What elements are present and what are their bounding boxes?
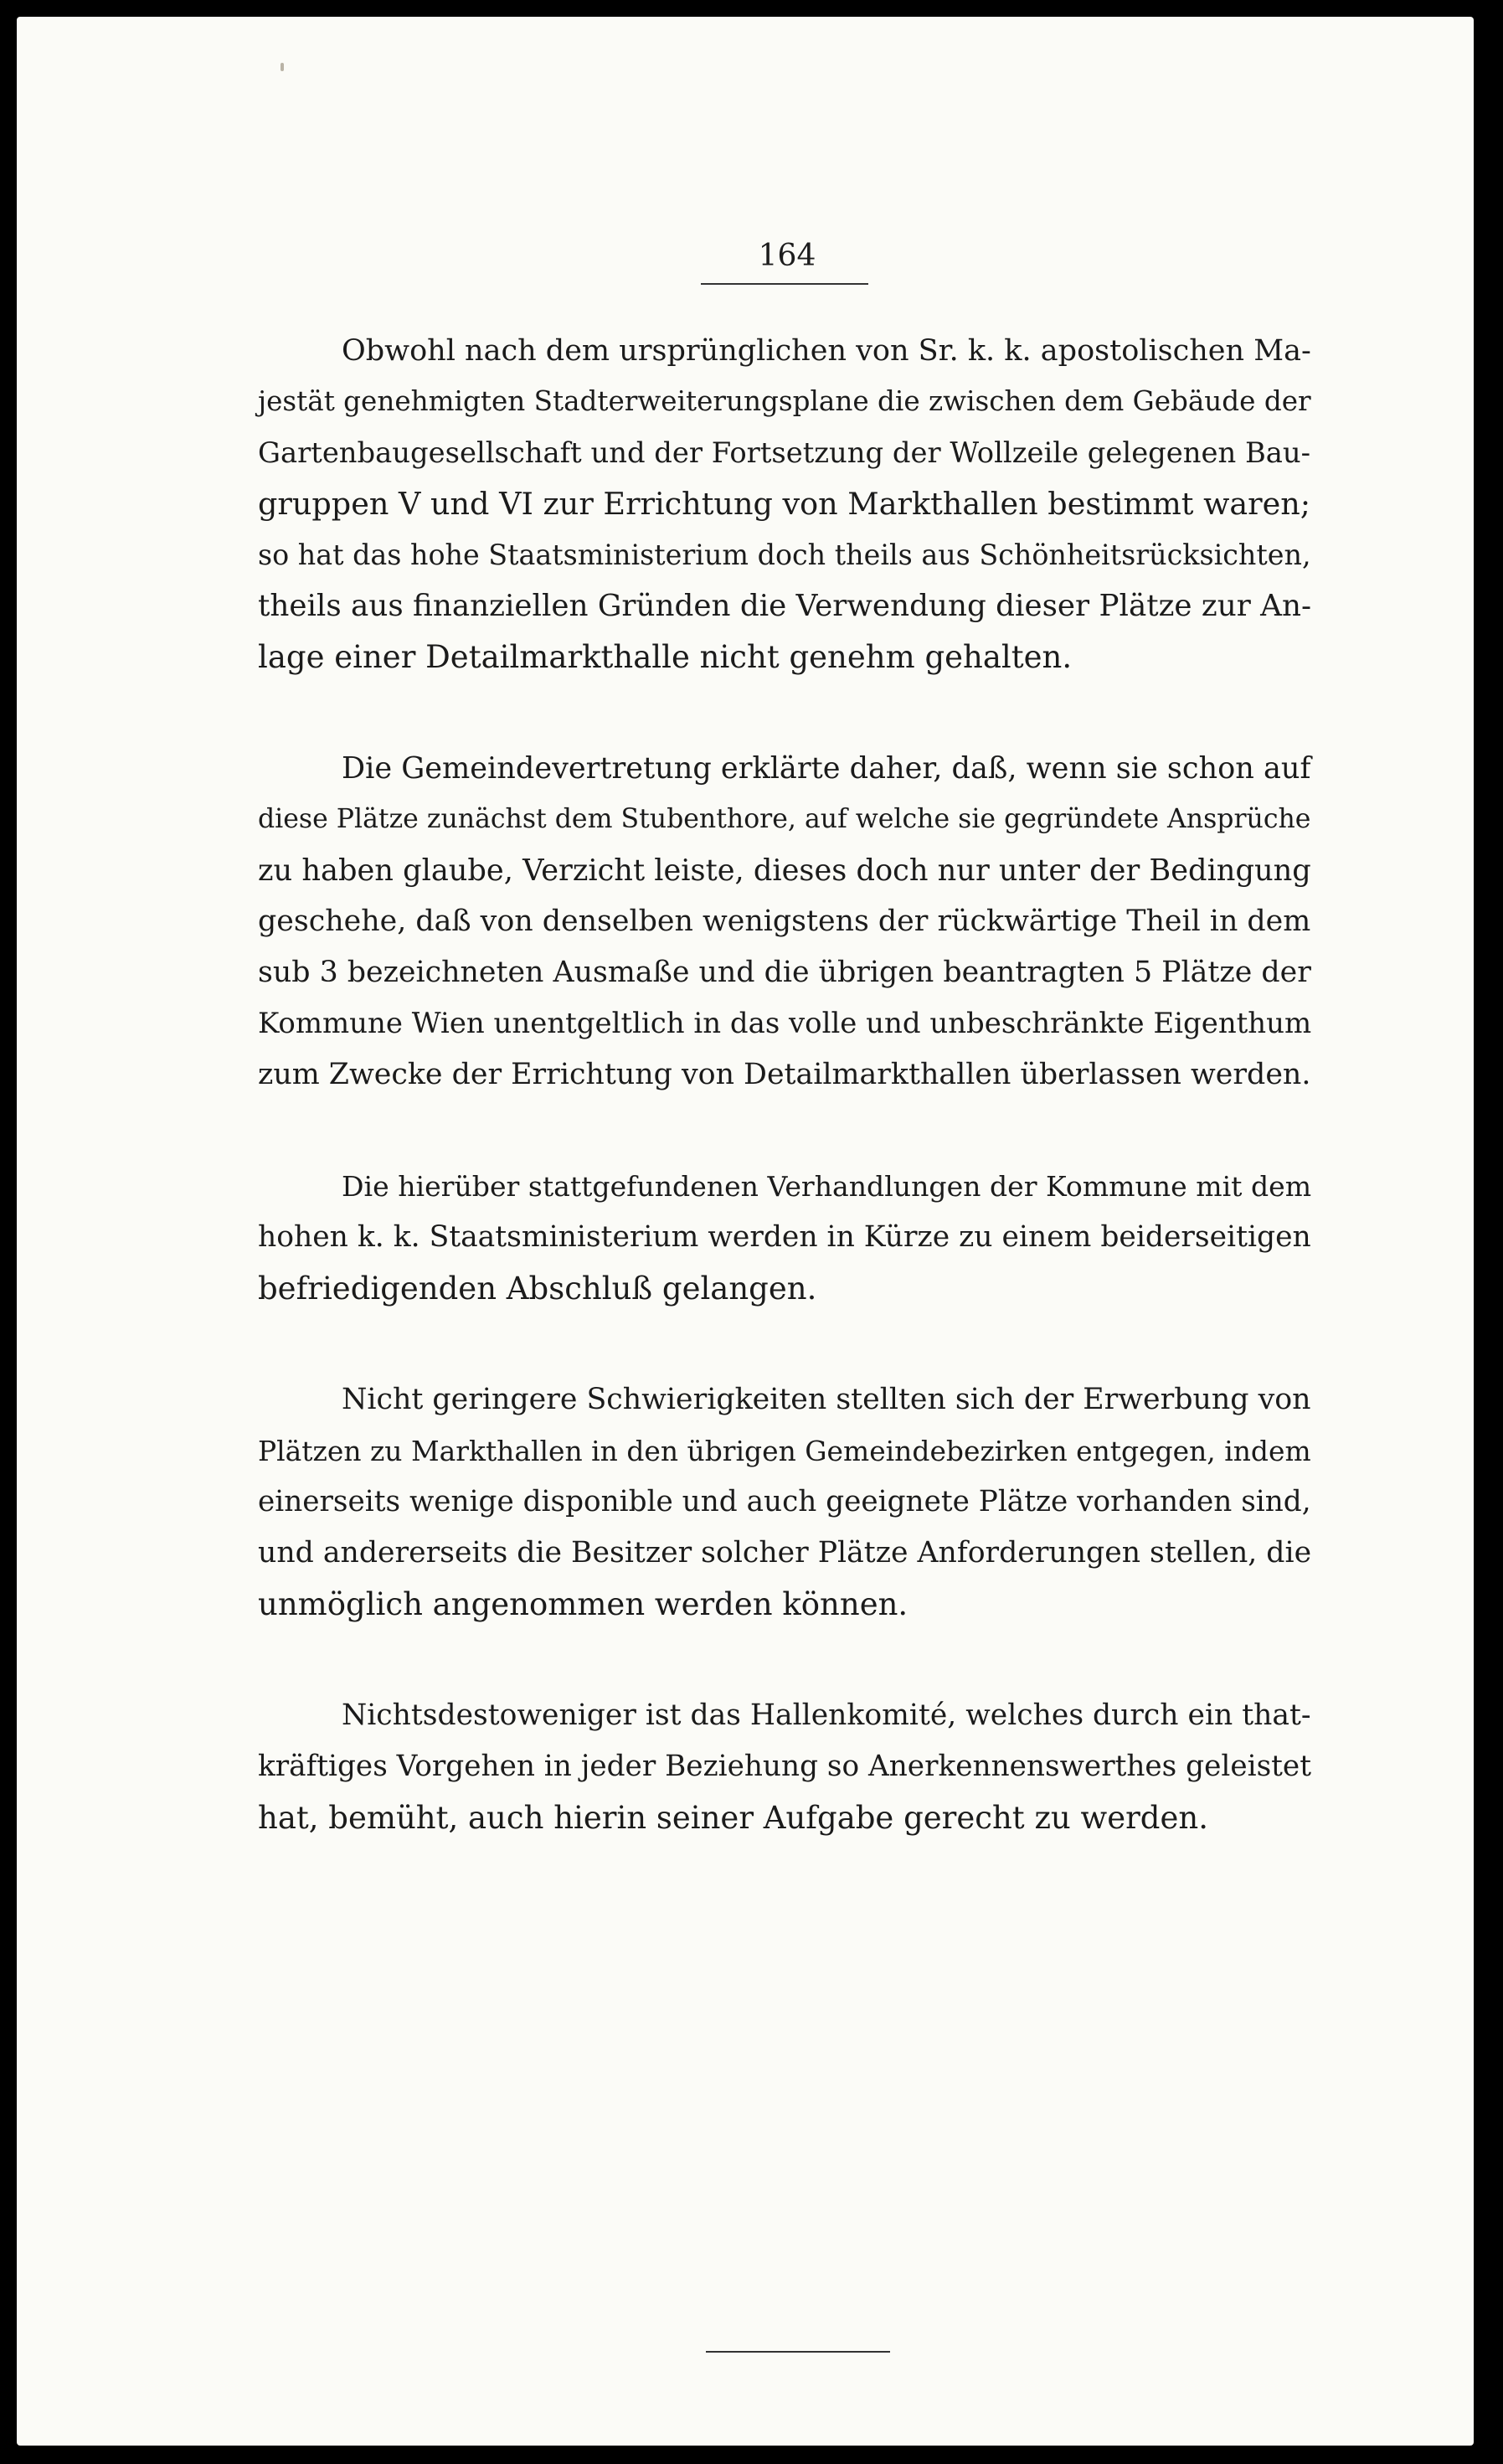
text-line: unmöglich angenommen werden können. (258, 1586, 908, 1622)
document-page (17, 17, 1474, 2446)
text-line: und andererseits die Besitzer solcher Plätze Anforderungen stellen, die (258, 1536, 1312, 1570)
text-line: befriedigenden Abschluß gelangen. (258, 1271, 817, 1307)
paragraph-3 (258, 1161, 1311, 1314)
text-line: Obwohl nach dem ursprünglichen von Sr. k. k. apostolischen Ma- (342, 333, 1311, 368)
text-line: Plätzen zu Markthallen in den übrigen Gemeindebezirken entgegen, indem (258, 1435, 1311, 1467)
text-line: hat, bemüht, auch hierin seiner Aufgabe gerecht zu werden. (258, 1800, 1208, 1836)
paragraph-1 (258, 325, 1311, 683)
text-line: Gartenbaugesellschaft und der Fortsetzung der Wollzeile gelegenen Bau- (258, 436, 1311, 469)
text-line: zu haben glaube, Verzicht leiste, dieses doch nur unter der Bedingung (258, 853, 1311, 888)
text-line: sub 3 bezeichneten Ausmaße und die übrigen beantragten 5 Plätze der (258, 956, 1311, 989)
text-line: so hat das hohe Staatsministerium doch theils aus Schönheitsrücksichten, (258, 539, 1311, 571)
text-line: Die hierüber stattgefundenen Verhandlungen der Kommune mit dem (342, 1170, 1312, 1203)
text-line: einerseits wenige disponible und auch geeignete Plätze vorhanden sind, (258, 1485, 1311, 1518)
text-line: diese Plätze zunächst dem Stubenthore, auf welche sie gegründete Ansprüche (258, 804, 1311, 834)
text-line: Nichtsdestoweniger ist das Hallenkomité, welches durch ein that- (342, 1699, 1311, 1732)
paragraph-5 (258, 1690, 1311, 1843)
closing-rule (706, 2351, 890, 2353)
text-line: kräftiges Vorgehen in jeder Beziehung so Anerkennenswerthes geleistet (258, 1750, 1311, 1783)
paragraph-4 (258, 1374, 1311, 1630)
text-line: gruppen V und VI zur Errichtung von Markthallen bestimmt waren; (258, 486, 1311, 522)
text-line: Nicht geringere Schwierigkeiten stellten sich der Erwerbung von (342, 1383, 1311, 1416)
text-line: lage einer Detailmarkthalle nicht genehm gehalten. (258, 639, 1073, 675)
text-line: geschehe, daß von denselben wenigstens der rückwärtige Theil in dem (258, 905, 1311, 938)
paragraph-2 (258, 743, 1311, 1101)
header-rule (701, 283, 868, 285)
text-line: theils aus finanziellen Gründen die Verwendung dieser Plätze zur An- (258, 589, 1312, 623)
body-text (258, 325, 1311, 1904)
text-line: jestät genehmigten Stadterweiterungsplane die zwischen dem Gebäude der (258, 385, 1311, 417)
paper-speck (281, 63, 284, 71)
text-line: Die Gemeindevertretung erklärte daher, daß, wenn sie schon auf (342, 751, 1311, 786)
text-line: zum Zwecke der Errichtung von Detailmarkthallen überlassen werden. (258, 1058, 1311, 1091)
page-number: 164 (758, 239, 816, 273)
text-line: Kommune Wien unentgeltlich in das volle und unbeschränkte Eigenthum (258, 1008, 1312, 1040)
text-line: hohen k. k. Staatsministerium werden in Kürze zu einem beiderseitigen (258, 1220, 1311, 1254)
